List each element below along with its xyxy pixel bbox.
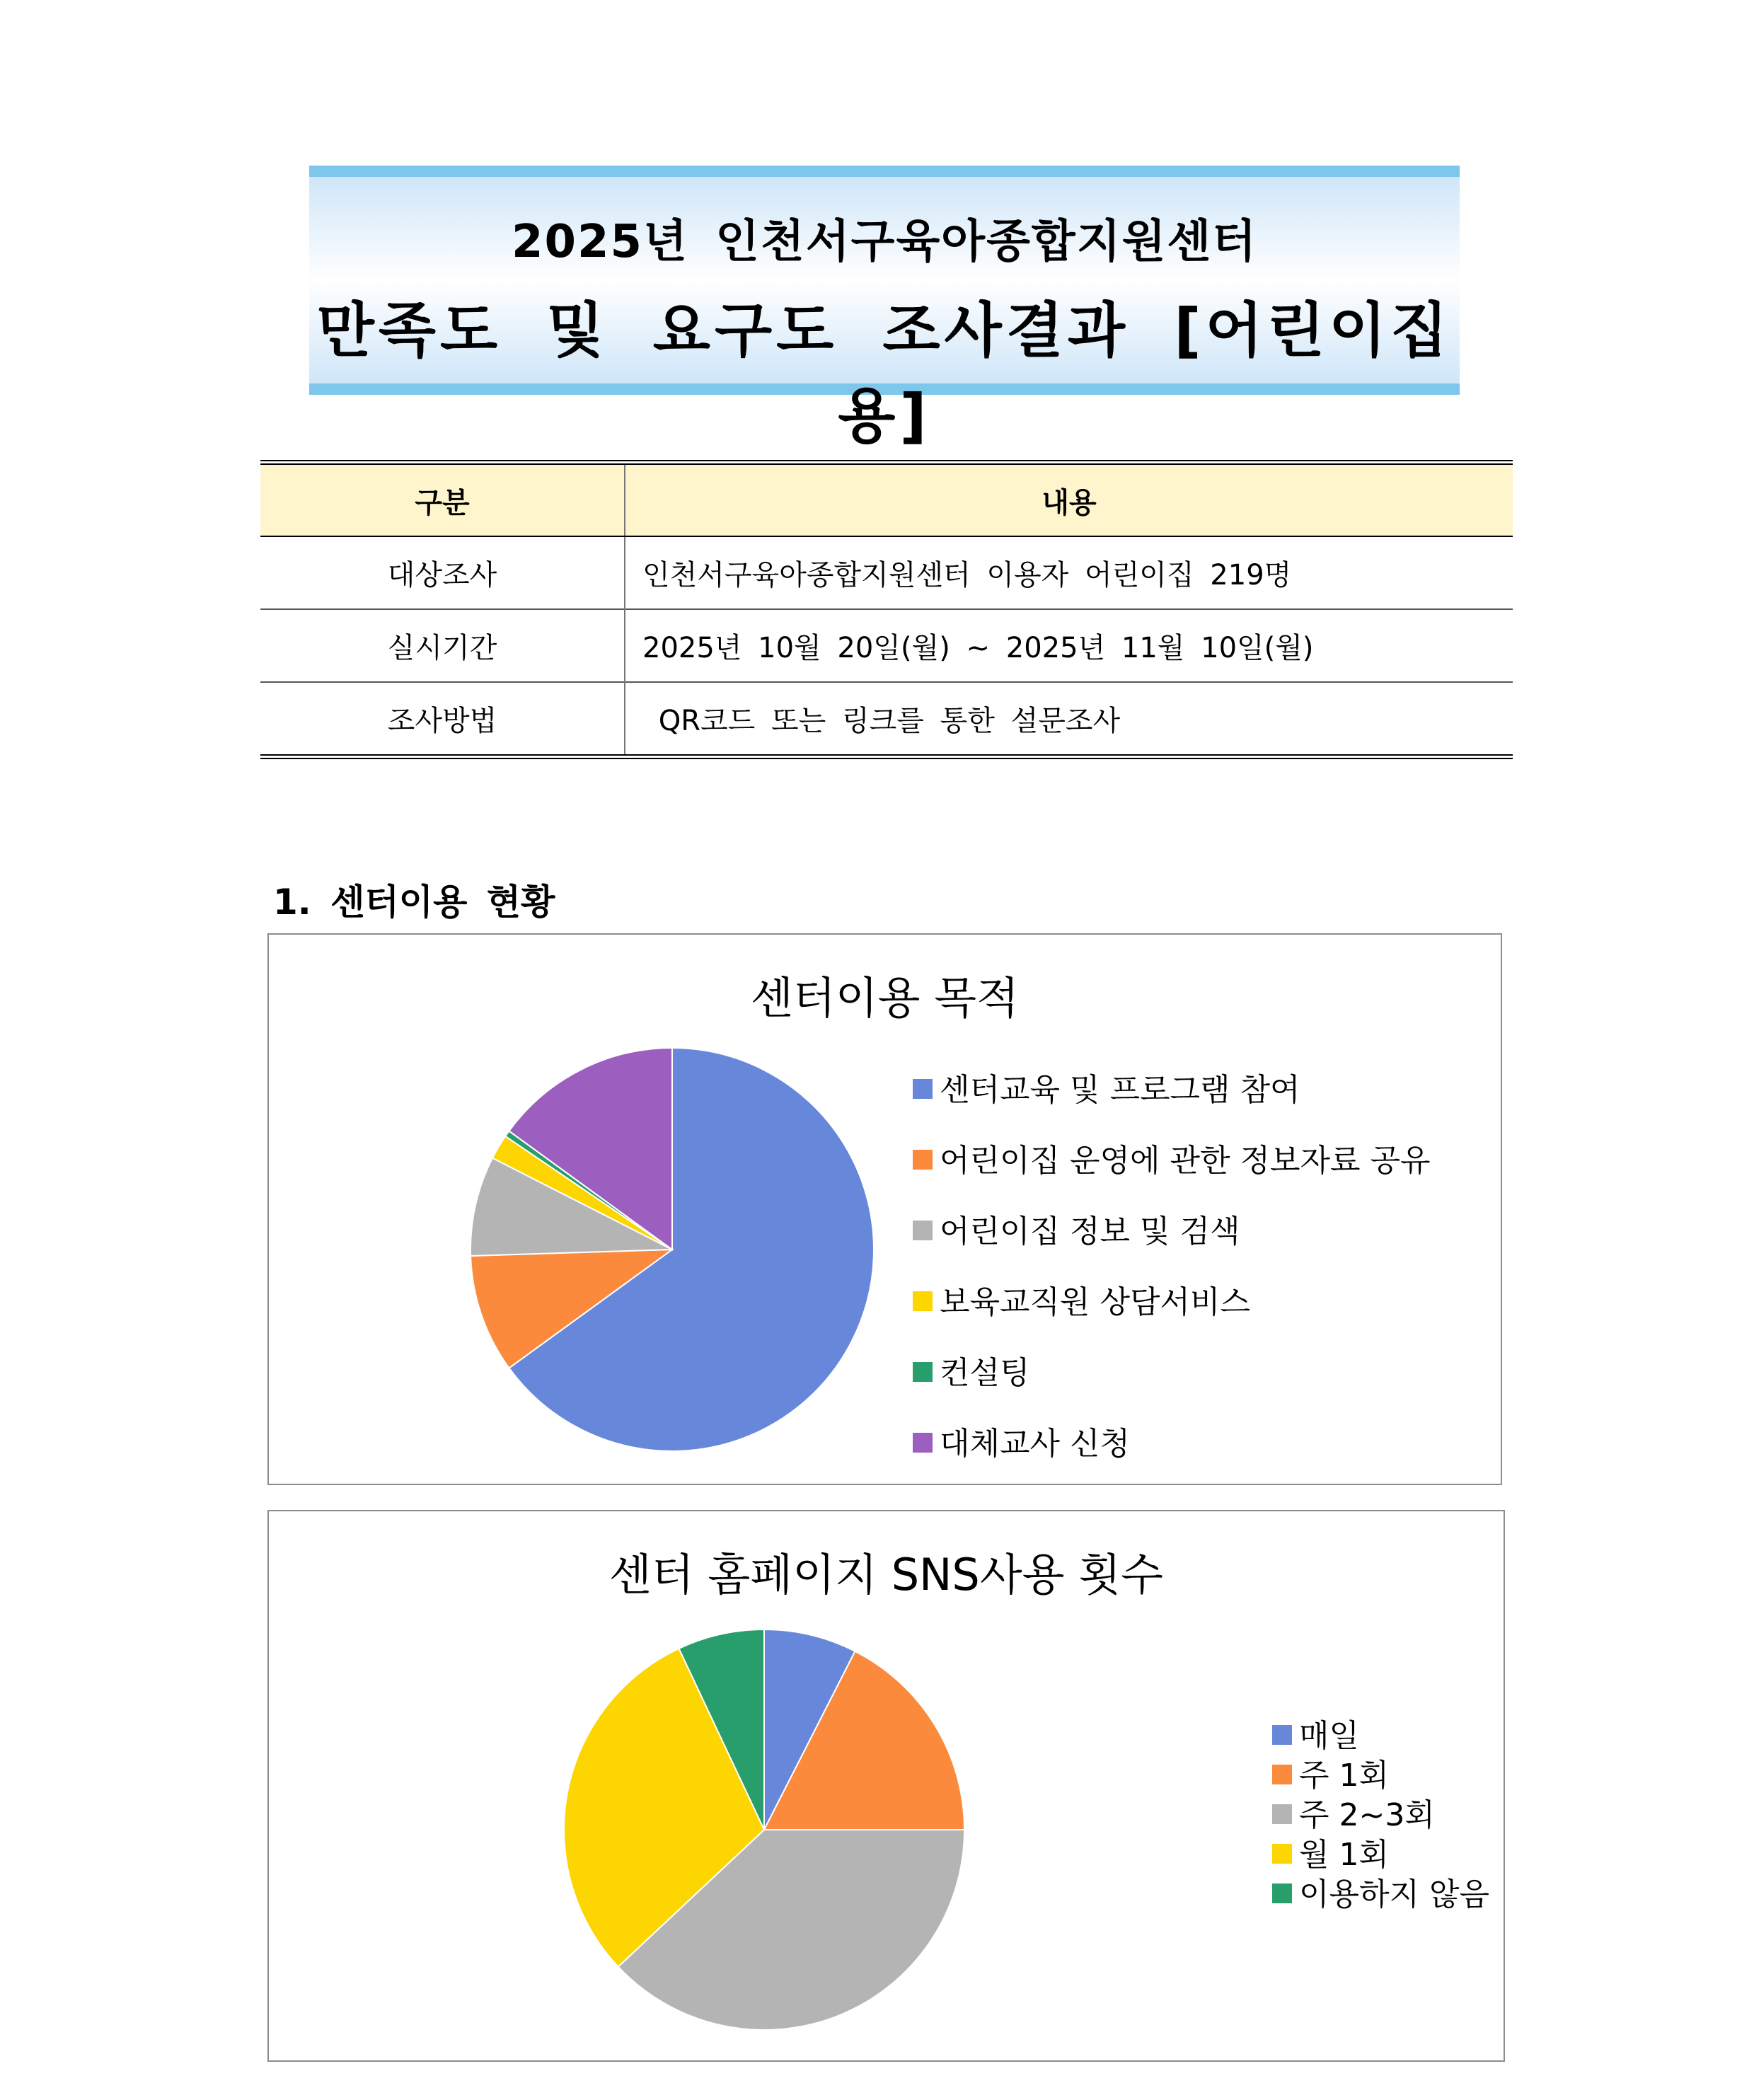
legend-label: 주 1회 [1299,1758,1389,1794]
legend-swatch [913,1433,933,1453]
legend-label: 대체교사 신청 [940,1426,1131,1462]
survey-info-table [260,460,1513,759]
legend-label: 어린이집 운영에 관한 정보자료 공유 [940,1143,1431,1179]
legend-item [913,1055,1431,1126]
page-subtitle: 만족도 및 요구도 조사결과 [어린이집용] [316,296,1453,451]
legend-swatch [913,1150,933,1170]
table-row [260,536,1513,609]
legend-label: 주 2~3회 [1299,1797,1435,1833]
row-label: 실시기간 [260,609,625,682]
pie-chart-purpose [460,1041,884,1465]
legend-item [913,1409,1431,1479]
column-header-category: 구분 [260,463,625,537]
table-row [260,682,1513,757]
legend-item [1272,1875,1489,1915]
chart-purpose [267,933,1502,1485]
table-header-row [260,463,1513,537]
legend-item [1272,1756,1489,1796]
legend-swatch [1272,1765,1292,1784]
legend-swatch [913,1291,933,1311]
pie-chart-sns-usage [559,1625,969,2035]
chart-title: 센터 홈페이지 SNS사용 횟수 [608,1549,1164,1600]
legend-label: 센터교육 및 프로그램 참여 [940,1072,1300,1108]
chart-title: 센터이용 목적 [750,972,1020,1024]
section-title: 1. 센터이용 현황 [273,882,555,923]
legend-label: 매일 [1299,1718,1360,1754]
legend-swatch [913,1362,933,1382]
legend-item [1272,1717,1489,1756]
legend-item [913,1126,1431,1196]
legend-label: 이용하지 않음 [1299,1876,1490,1912]
row-value: 2025년 10월 20일(월) ~ 2025년 11월 10일(월) [625,609,1513,682]
legend-swatch [1272,1725,1292,1745]
chart-sns-usage [267,1510,1505,2062]
legend-item [913,1338,1431,1409]
row-label: 대상조사 [260,536,625,609]
table-row [260,609,1513,682]
legend-label: 어린이집 정보 및 검색 [940,1213,1240,1250]
title-banner [309,166,1460,451]
legend-item [913,1196,1431,1267]
legend-swatch [1272,1883,1292,1903]
legend-swatch [913,1079,933,1099]
legend-swatch [1272,1844,1292,1864]
row-value: 인천서구육아종합지원센터 이용자 어린이집 219명 [625,536,1513,609]
legend-label: 보육교직원 상담서비스 [940,1284,1251,1320]
chart-legend [913,1055,1431,1479]
column-header-content: 내용 [625,463,1513,537]
legend-label: 컨설팅 [940,1355,1030,1391]
chart-legend [1272,1717,1489,1915]
legend-swatch [913,1221,933,1240]
legend-swatch [1272,1804,1292,1824]
page-title: 2025년 인천서구육아종합지원센터 [511,216,1258,268]
legend-label: 월 1회 [1299,1837,1389,1873]
row-value: QR코드 또는 링크를 통한 설문조사 [625,682,1513,757]
row-label: 조사방법 [260,682,625,757]
legend-item [1272,1796,1489,1835]
legend-item [913,1267,1431,1338]
legend-item [1272,1835,1489,1875]
